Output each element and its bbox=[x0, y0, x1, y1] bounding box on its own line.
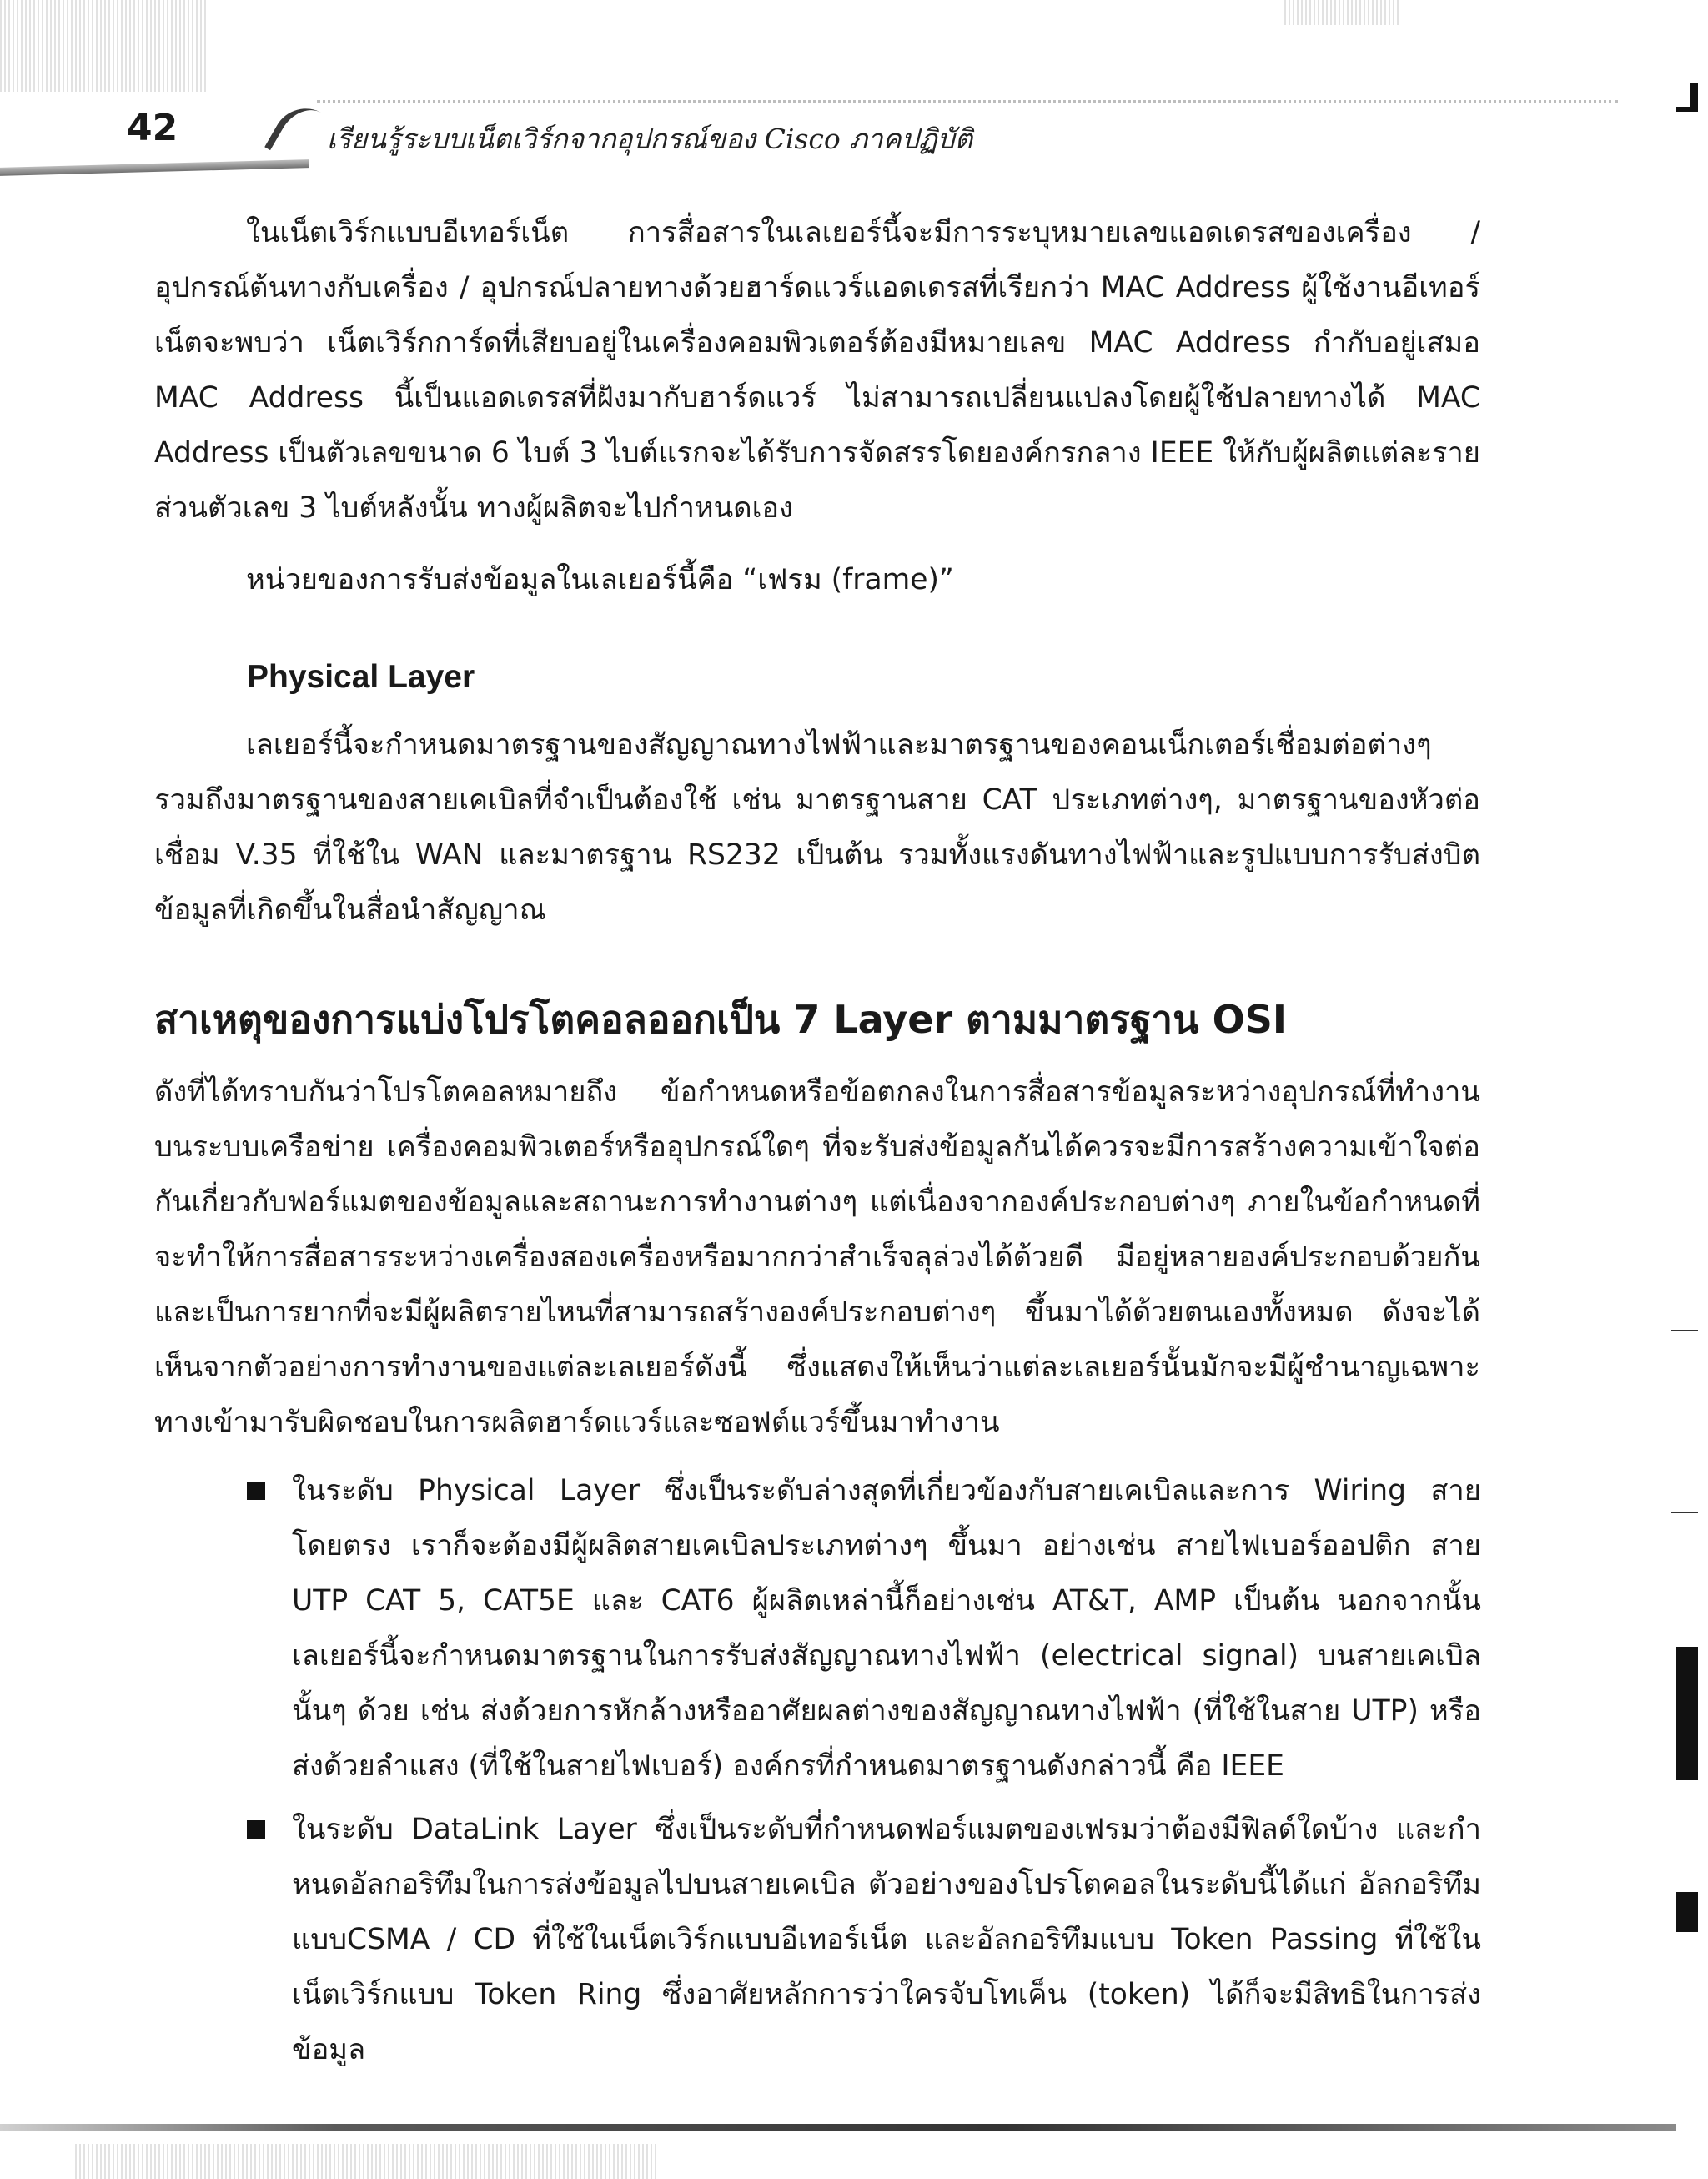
running-title: เรียนรู้ระบบเน็ตเวิร์กจากอุปกรณ์ของ Cisco ภาคปฏิบัติ bbox=[327, 123, 973, 155]
bullet-list bbox=[247, 1463, 1481, 2077]
physical-layer-heading: Physical Layer bbox=[247, 659, 475, 695]
page-number: 42 bbox=[127, 107, 178, 149]
paragraph-physical-layer: เลเยอร์นี้จะกำหนดมาตรฐานของสัญญาณทางไฟฟ้าและมาตรฐานของคอนเน็กเตอร์เชื่อมต่อต่างๆ รวมถึงมาตรฐานของสายเคเบิลที่จำเป็นต้องใช้ เช่น มาตรฐานสาย CAT ประเภทต่างๆ, มาตรฐานของหัวต่อเชื่อม V.35 ที่ใช้ใน WAN และมาตรฐาน RS232 เป็นต้น รวมทั้งแรงดันทางไฟฟ้าและรูปแบบการรับส่งบิตข้อมูลที่เกิดขึ้นในสื่อนำสัญญาณ bbox=[154, 728, 1480, 927]
margin-mark bbox=[1676, 107, 1698, 112]
margin-mark bbox=[1671, 1512, 1698, 1513]
margin-mark bbox=[1676, 1647, 1698, 1780]
paragraph-mac-address: ในเน็ตเวิร์กแบบอีเทอร์เน็ต การสื่อสารในเลเยอร์นี้จะมีการระบุหมายเลขแอดเดรสของเครื่อง / อุปกรณ์ต้นทางกับเครื่อง / อุปกรณ์ปลายทางด้วยฮาร์ดแวร์แอดเดรสที่เรียกว่า MAC Address ผู้ใช้งานอีเทอร์เน็ตจะพบว่า เน็ตเวิร์กการ์ดที่เสียบอยู่ในเครื่องคอมพิวเตอร์ต้องมีหมายเลข MAC Address กำกับอยู่เสมอ MAC Address นี้เป็นแอดเดรสที่ฝังมากับฮาร์ดแวร์ ไม่สามารถเปลี่ยนแปลงโดยผู้ใช้ปลายทางได้ MAC Address เป็นตัวเลขขนาด 6 ไบต์ 3 ไบต์แรกจะได้รับการจัดสรรโดยองค์กรกลาง IEEE ให้กับผู้ผลิตแต่ละราย ส่วนตัวเลข 3 ไบต์หลังนั้น ทางผู้ผลิตจะไปกำหนดเอง bbox=[154, 216, 1480, 525]
margin-mark bbox=[1676, 1892, 1698, 1932]
bullet-text: ในระดับ DataLink Layer ซึ่งเป็นระดับที่กำหนดฟอร์แมตของเฟรมว่าต้องมีฟิลด์ใดบ้าง และกำหนดอัลกอริทึมในการส่งข้อมูลไปบนสายเคเบิล ตัวอย่างของโปรโตคอลในระดับนี้ได้แก่ อัลกอริทึมแบบCSMA / CD ที่ใช้ในเน็ตเวิร์กแบบอีเทอร์เน็ต และอัลกอริทึมแบบ Token Passing ที่ใช้ในเน็ตเวิร์กแบบ Token Ring ซึ่งอาศัยหลักการว่าใครจับโทเค็น (token) ได้ก็จะมีสิทธิในการส่งข้อมูล bbox=[292, 1813, 1481, 2066]
paragraph-osi-reason: ดังที่ได้ทราบกันว่าโปรโตคอลหมายถึง ข้อกำหนดหรือข้อตกลงในการสื่อสารข้อมูลระหว่างอุปกรณ์ที่ทำงานบนระบบเครือข่าย เครื่องคอมพิวเตอร์หรืออุปกรณ์ใดๆ ที่จะรับส่งข้อมูลกันได้ควรจะมีการสร้างความเข้าใจต่อกันเกี่ยวกับฟอร์แมตของข้อมูลและสถานะการทำงานต่างๆ แต่เนื่องจากองค์ประกอบต่างๆ ภายในข้อกำหนดที่จะทำให้การสื่อสารระหว่างเครื่องสองเครื่องหรือมากกว่าสำเร็จลุล่วงได้ด้วยดี มีอยู่หลายองค์ประกอบด้วยกัน และเป็นการยากที่จะมีผู้ผลิตรายไหนที่สามารถสร้างองค์ประกอบต่างๆ ขึ้นมาได้ด้วยตนเองทั้งหมด ดังจะได้เห็นจากตัวอย่างการทำงานของแต่ละเลเยอร์ดังนี้ ซึ่งแสดงให้เห็นว่าแต่ละเลเยอร์นั้นมักจะมีผู้ชำนาญเฉพาะทางเข้ามารับผิดชอบในการผลิตฮาร์ดแวร์และซอฟต์แวร์ขึ้นมาทำงาน bbox=[154, 1075, 1480, 1439]
list-item bbox=[247, 1802, 1481, 2077]
scan-noise-bottom bbox=[75, 2144, 659, 2179]
margin-mark bbox=[1671, 1330, 1698, 1331]
margin-mark bbox=[1690, 83, 1698, 107]
header-top-rule bbox=[317, 100, 1618, 103]
paragraph-frame-unit: หน่วยของการรับส่งข้อมูลในเลเยอร์นี้คือ “เฟรม (frame)” bbox=[246, 563, 954, 596]
header-rule bbox=[0, 159, 309, 176]
scan-noise-top-left bbox=[0, 0, 208, 92]
bullet-text: ในระดับ Physical Layer ซึ่งเป็นระดับล่างสุดที่เกี่ยวข้องกับสายเคเบิลและการ Wiring สายโดยตรง เราก็จะต้องมีผู้ผลิตสายเคเบิลประเภทต่างๆ ขึ้นมา อย่างเช่น สายไฟเบอร์ออปติก สาย UTP CAT 5, CAT5E และ CAT6 ผู้ผลิตเหล่านี้ก็อย่างเช่น AT&T, AMP เป็นต้น นอกจากนั้น เลเยอร์นี้จะกำหนดมาตรฐานในการรับส่งสัญญาณทางไฟฟ้า (electrical signal) บนสายเคเบิลนั้นๆ ด้วย เช่น ส่งด้วยการหักล้างหรืออาศัยผลต่างของสัญญาณทางไฟฟ้า (ที่ใช้ในสาย UTP) หรือส่งด้วยลำแสง (ที่ใช้ในสายไฟเบอร์) องค์กรที่กำหนดมาตรฐานดังกล่าวนี้ คือ IEEE bbox=[292, 1474, 1481, 1783]
square-bullet-icon bbox=[247, 1482, 265, 1500]
scan-noise-top-right bbox=[1284, 0, 1401, 25]
intro-block bbox=[154, 205, 1480, 607]
section-title: สาเหตุของการแบ่งโปรโตคอลออกเป็น 7 Layer ตามมาตรฐาน OSI bbox=[154, 997, 1287, 1042]
bottom-rule bbox=[0, 2124, 1676, 2131]
square-bullet-icon bbox=[247, 1820, 265, 1839]
osi-reason-block bbox=[154, 1064, 1480, 1450]
physical-layer-block bbox=[154, 717, 1480, 938]
list-item bbox=[247, 1463, 1481, 1794]
